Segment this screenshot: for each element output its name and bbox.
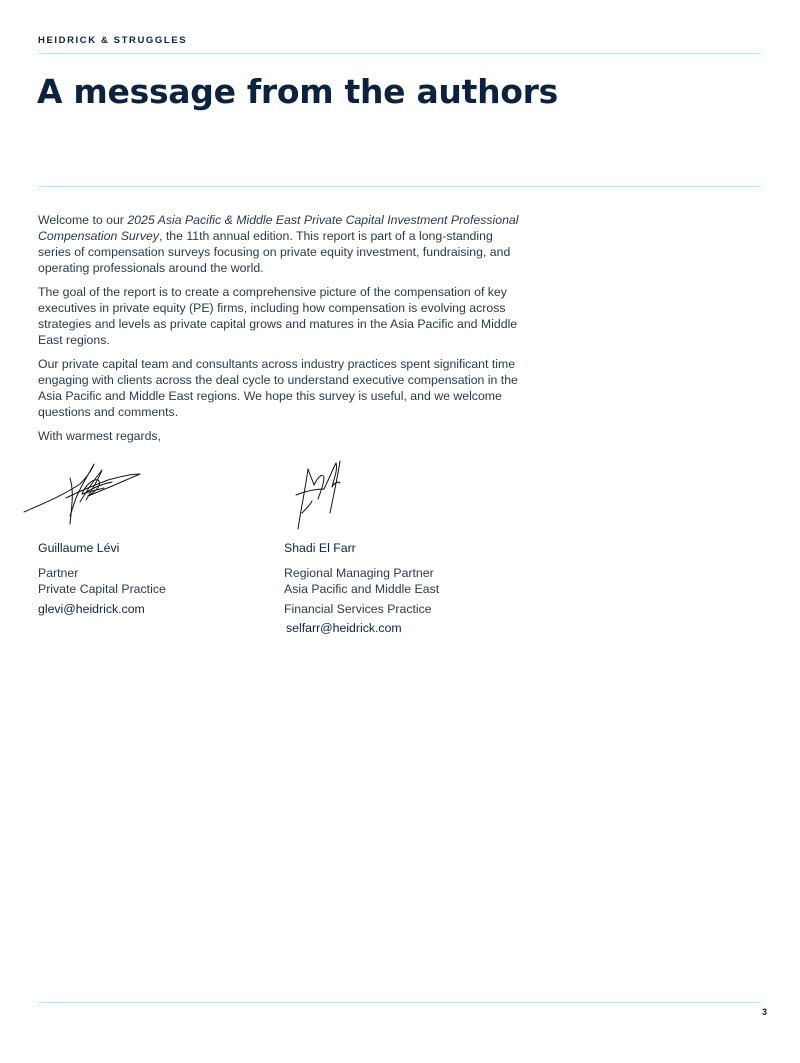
page-title: A message from the authors bbox=[37, 72, 558, 111]
closing-line: With warmest regards, bbox=[38, 429, 161, 443]
paragraph-1 bbox=[38, 212, 524, 276]
paragraph-1-intro: Welcome to our bbox=[38, 213, 128, 227]
signature-guillaume-levi bbox=[22, 458, 146, 526]
title-divider bbox=[38, 186, 761, 187]
author-title-line: Regional Managing Partner bbox=[284, 565, 434, 580]
author-shadi-el-farr bbox=[284, 540, 439, 637]
author-guillaume-levi bbox=[38, 540, 166, 617]
signature-shadi-el-farr bbox=[288, 455, 348, 531]
letter-body bbox=[38, 212, 524, 452]
paragraph-2: The goal of the report is to create a comprehensive picture of the compensation of key executives in private equity (PE) firms, including how compensation is evolving across strategies and levels as private capital grows and matures in the Asia Pacific and Middle East regions. bbox=[38, 285, 518, 347]
survey-title: 2025 Asia Pacific & Middle East Private Capital Investment Professional Compensation Survey bbox=[38, 213, 519, 243]
header-divider bbox=[38, 53, 761, 54]
footer-divider bbox=[38, 1002, 761, 1003]
page-number: 3 bbox=[761, 1007, 767, 1017]
brand-wordmark: HEIDRICK & STRUGGLES bbox=[38, 35, 188, 46]
paragraph-1-rest: , the 11th annual edition. This report is part of a long-standing series of compensation surveys focusing on private equity investment, fundraising, and operating professionals around the world. bbox=[38, 229, 511, 275]
author-title-line: Partner bbox=[38, 565, 79, 580]
author-email-link[interactable]: glevi@heidrick.com bbox=[38, 601, 145, 616]
author-name: Shadi El Farr bbox=[284, 541, 356, 555]
author-name: Guillaume Lévi bbox=[38, 541, 120, 555]
author-title-line: Private Capital Practice bbox=[38, 582, 166, 596]
author-title-line: Financial Services Practice bbox=[284, 601, 432, 616]
author-title-line: Asia Pacific and Middle East bbox=[284, 582, 440, 596]
paragraph-3: Our private capital team and consultants across industry practices spent significant time engaging with clients across the deal cycle to understand executive compensation in the Asia Pacific and Middle East regions. We hope this survey is useful, and we welcome questions and comments. bbox=[38, 357, 518, 419]
author-email-link[interactable]: selfarr@heidrick.com bbox=[286, 621, 402, 635]
